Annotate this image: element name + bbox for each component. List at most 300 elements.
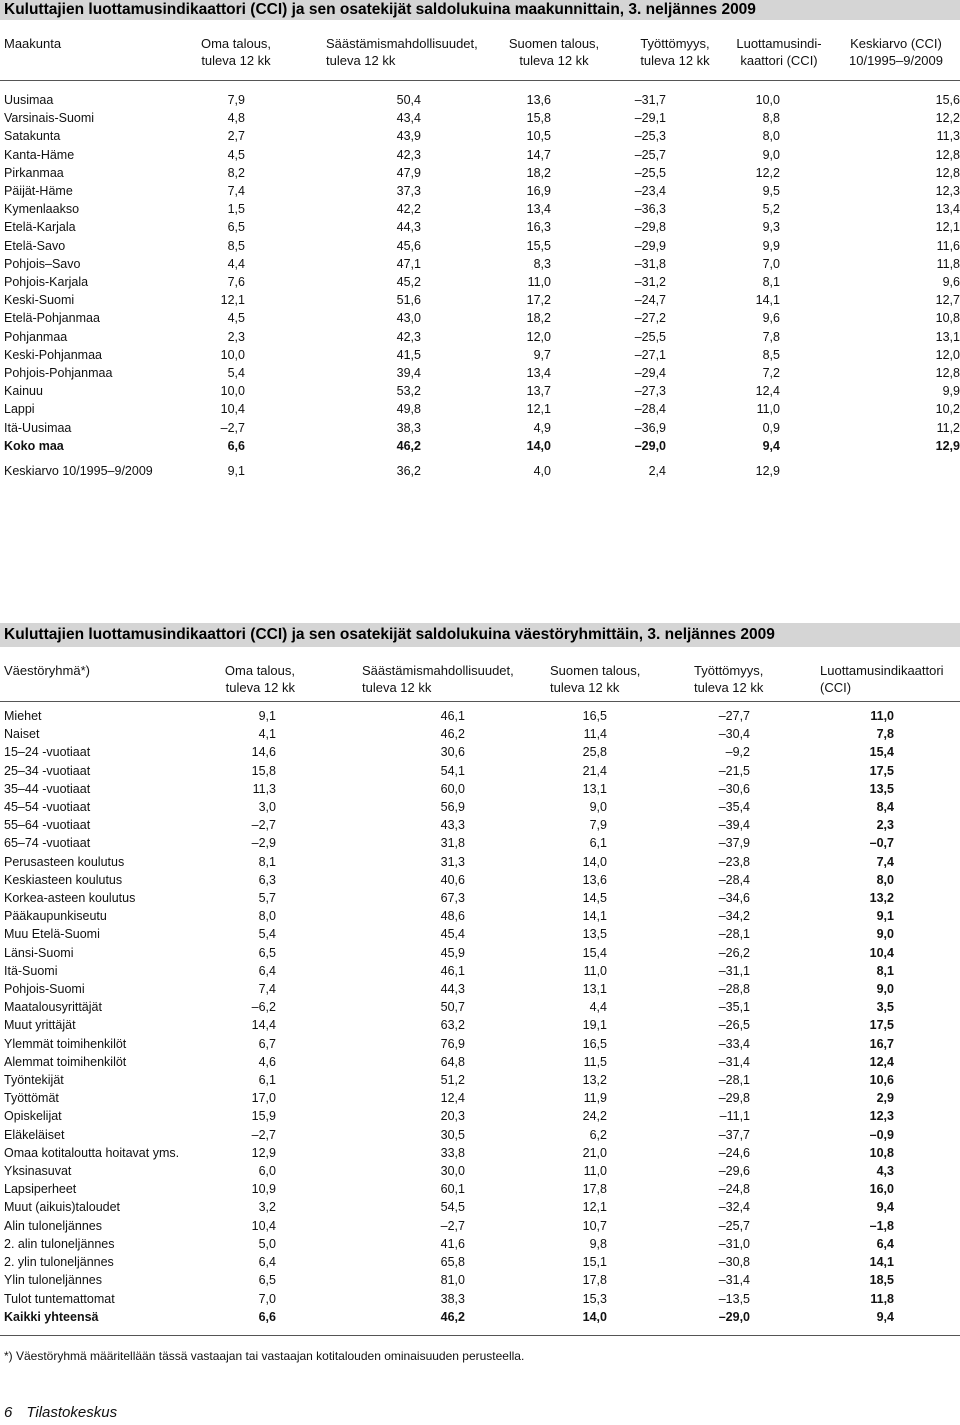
value-cell: 43,0 [396, 311, 421, 326]
table-row [0, 707, 960, 725]
value-cell: 7,0 [258, 1291, 276, 1306]
value-cell: 41,6 [440, 1236, 465, 1251]
table-row [0, 1271, 960, 1289]
table1-title: Kuluttajien luottamusindikaattori (CCI) ja sen osatekijät saldolukuina maakunnittain, 3. neljännes 2009 [0, 0, 960, 20]
value-cell: –35,1 [718, 1000, 750, 1015]
value-cell: 7,2 [762, 366, 780, 381]
value-cell: 7,6 [227, 275, 245, 290]
value-cell: 17,2 [526, 293, 551, 308]
value-cell: 7,9 [227, 93, 245, 107]
value-cell: 30,5 [440, 1127, 465, 1142]
value-cell: 10,8 [935, 311, 960, 326]
value-cell: 13,4 [526, 366, 551, 381]
table-row [0, 743, 960, 761]
value-cell: 15,4 [582, 945, 607, 960]
value-cell: 42,3 [396, 147, 421, 162]
value-cell: –27,1 [634, 347, 666, 362]
t2-body [0, 707, 960, 1326]
value-cell: 7,9 [589, 818, 607, 833]
value-cell: 11,0 [583, 1164, 607, 1179]
value-cell: –34,2 [718, 909, 750, 924]
value-cell: 46,2 [440, 1309, 465, 1324]
table-row [0, 962, 960, 980]
value-cell: –23,4 [634, 184, 666, 199]
cci-cell: 11,8 [870, 1291, 894, 1306]
t1-header-own-finance: Oma talous, tuleva 12 kk [200, 36, 272, 68]
value-cell: 81,0 [440, 1273, 465, 1288]
value-cell: 6,5 [258, 1273, 276, 1288]
table-row [0, 146, 960, 164]
value-cell: 11,0 [756, 402, 780, 417]
table-row [0, 907, 960, 925]
t2-header-savings: Säästämismahdollisuudet, tuleva 12 kk [362, 663, 514, 695]
value-cell: –29,6 [718, 1164, 750, 1179]
row-label: Perusasteen koulutus [4, 854, 125, 869]
value-cell: –28,8 [718, 982, 750, 997]
value-cell: –27,7 [718, 709, 750, 723]
footnote: *) Väestöryhmä määritellään tässä vastaajan tai vastaajan kotitalouden ominaisuuden perusteella. [4, 1349, 525, 1363]
cci-cell: 12,4 [869, 1054, 894, 1069]
value-cell: –31,4 [718, 1054, 750, 1069]
cci-cell: 3,5 [876, 1000, 894, 1015]
value-cell: 6,5 [227, 220, 245, 235]
value-cell: 5,4 [258, 927, 276, 942]
value-cell: 37,3 [396, 184, 421, 199]
row-label: Pohjois–Savo [4, 256, 81, 271]
row-label: Muut yrittäjät [4, 1018, 76, 1033]
value-cell: –29,1 [634, 111, 666, 126]
cci-cell: 8,0 [876, 872, 894, 887]
row-label: Kymenlaakso [4, 202, 80, 217]
table-row [0, 834, 960, 852]
value-cell: 25,8 [582, 745, 607, 760]
value-cell: 47,9 [396, 165, 421, 180]
value-cell: –24,6 [718, 1145, 750, 1160]
cci-cell: 16,0 [869, 1182, 894, 1197]
value-cell: 6,0 [258, 1164, 276, 1179]
value-cell: –30,4 [718, 727, 750, 742]
table-row [0, 889, 960, 907]
value-cell: 39,4 [396, 366, 421, 381]
value-cell: 5,0 [258, 1236, 276, 1251]
value-cell: 31,3 [440, 854, 465, 869]
value-cell: –28,1 [718, 927, 750, 942]
value-cell: 3,2 [258, 1200, 276, 1215]
value-cell: 7,4 [227, 184, 245, 199]
value-cell: 44,3 [396, 220, 421, 235]
row-label: 45–54 -vuotiaat [4, 800, 91, 815]
row-label: Kaikki yhteensä [4, 1309, 99, 1324]
value-cell: 17,8 [582, 1273, 607, 1288]
cci-cell: 16,7 [869, 1036, 894, 1051]
table2-title: Kuluttajien luottamusindikaattori (CCI) ja sen osatekijät saldolukuina väestöryhmittäin, 3. neljännes 2009 [0, 623, 960, 647]
row-label: Yksinasuvat [4, 1164, 72, 1179]
value-cell: 63,2 [440, 1018, 465, 1033]
cci-cell: 17,5 [869, 763, 894, 778]
total-row [0, 1308, 960, 1326]
row-label: Pohjois-Karjala [4, 275, 89, 290]
page-footer [4, 1404, 131, 1421]
t1-header-finland-economy: Suomen talous, tuleva 12 kk [508, 36, 600, 68]
value-cell: 11,3 [252, 781, 276, 796]
row-label: Naiset [4, 727, 40, 742]
table-row [0, 871, 960, 889]
row-label: Keskiarvo 10/1995–9/2009 [4, 464, 153, 479]
cci-cell: –0,9 [869, 1127, 894, 1142]
row-label: Työntekijät [4, 1073, 64, 1088]
cci-cell: 10,4 [869, 945, 894, 960]
t2-header-unemployment: Työttömyys, tuleva 12 kk [694, 663, 764, 695]
value-cell: 41,5 [396, 347, 421, 362]
table-row [0, 944, 960, 962]
row-label: Pohjanmaa [4, 329, 68, 344]
value-cell: –29,4 [634, 366, 666, 381]
t2-header-own-finance: Oma talous, tuleva 12 kk [224, 663, 295, 695]
table-row [0, 998, 960, 1016]
value-cell: 9,3 [762, 220, 780, 235]
row-label: Kanta-Häme [4, 147, 75, 162]
value-cell: 14,7 [526, 147, 551, 162]
row-label: Muut (aikuis)taloudet [4, 1200, 121, 1215]
table-row [0, 1144, 960, 1162]
value-cell: 10,0 [220, 347, 245, 362]
value-cell: 13,4 [935, 202, 960, 217]
value-cell: 51,2 [440, 1073, 465, 1088]
table-row [0, 1253, 960, 1271]
value-cell: 10,2 [935, 402, 960, 417]
value-cell: 6,1 [258, 1073, 276, 1088]
value-cell: 11,3 [936, 129, 960, 144]
value-cell: 11,4 [583, 727, 607, 742]
table-row [0, 364, 960, 382]
row-label: 15–24 -vuotiaat [4, 745, 91, 760]
value-cell: 11,0 [527, 275, 551, 290]
page-number: 6 [4, 1404, 13, 1421]
value-cell: 14,6 [251, 745, 276, 760]
cci-cell: 11,0 [870, 709, 894, 723]
value-cell: 49,8 [396, 402, 421, 417]
value-cell: 53,2 [396, 384, 421, 399]
value-cell: 10,4 [220, 402, 245, 417]
value-cell: 10,7 [582, 1218, 607, 1233]
row-label: Lapsiperheet [4, 1182, 77, 1197]
footnote-rule [0, 1335, 960, 1336]
row-label: Alin tuloneljännes [4, 1218, 102, 1233]
value-cell: 15,3 [582, 1291, 607, 1306]
value-cell: 12,9 [755, 464, 780, 479]
row-label: Etelä-Karjala [4, 220, 76, 235]
value-cell: –37,7 [718, 1127, 750, 1142]
value-cell: 6,2 [589, 1127, 607, 1142]
table-row [0, 237, 960, 255]
total-row [0, 437, 960, 455]
value-cell: 76,9 [440, 1036, 465, 1051]
cci-cell: 10,8 [869, 1145, 894, 1160]
row-label: Maatalousyrittäjät [4, 1000, 102, 1015]
t1-header-savings: Säästämismahdollisuudet, tuleva 12 kk [326, 36, 478, 68]
value-cell: 4,1 [258, 727, 276, 742]
value-cell: 2,3 [227, 329, 245, 344]
publisher: Tilastokeskus [26, 1404, 118, 1421]
value-cell: 45,4 [440, 927, 465, 942]
value-cell: –31,2 [634, 275, 666, 290]
value-cell: 13,6 [526, 93, 551, 107]
value-cell: 38,3 [396, 420, 421, 435]
t1-header-unemployment: Työttömyys, tuleva 12 kk [640, 36, 710, 68]
value-cell: 16,5 [582, 1036, 607, 1051]
value-cell: –24,8 [718, 1182, 750, 1197]
value-cell [780, 462, 960, 480]
regional-cci-table [0, 91, 960, 480]
value-cell: –28,4 [634, 402, 666, 417]
value-cell: 7,0 [762, 256, 780, 271]
value-cell: –35,4 [718, 800, 750, 815]
table-row [0, 925, 960, 943]
value-cell: –13,5 [718, 1291, 750, 1306]
table-row [0, 1035, 960, 1053]
value-cell: 8,8 [762, 111, 780, 126]
value-cell: 5,7 [258, 891, 276, 906]
value-cell: 8,3 [533, 256, 551, 271]
row-label: Varsinais-Suomi [4, 111, 95, 126]
row-label: Pirkanmaa [4, 165, 64, 180]
t1-header-rule [0, 80, 960, 81]
value-cell: –11,1 [719, 1109, 750, 1124]
cci-cell: 13,2 [869, 891, 894, 906]
table-row [0, 382, 960, 400]
table-row [0, 255, 960, 273]
value-cell: 46,1 [440, 963, 465, 978]
row-label: Länsi-Suomi [4, 945, 74, 960]
cci-cell: 8,4 [876, 800, 894, 815]
row-label: Korkea-asteen koulutus [4, 891, 136, 906]
value-cell: 6,6 [227, 438, 245, 453]
cci-cell: 12,3 [869, 1109, 894, 1124]
value-cell: 15,5 [526, 238, 551, 253]
cci-cell: 8,1 [876, 963, 894, 978]
cci-cell: 2,9 [876, 1091, 894, 1106]
table-row [0, 762, 960, 780]
value-cell: 12,2 [935, 111, 960, 126]
value-cell: –32,4 [718, 1200, 750, 1215]
row-label: 55–64 -vuotiaat [4, 818, 91, 833]
value-cell: 21,0 [582, 1145, 607, 1160]
value-cell: 7,4 [258, 982, 276, 997]
table-row [0, 725, 960, 743]
table-row [0, 109, 960, 127]
value-cell: 10,0 [220, 384, 245, 399]
value-cell: 42,3 [396, 329, 421, 344]
value-cell: –25,7 [718, 1218, 750, 1233]
value-cell: 18,2 [526, 165, 551, 180]
value-cell: 8,0 [762, 129, 780, 144]
row-label: Opiskelijat [4, 1109, 62, 1124]
row-label: Koko maa [4, 438, 64, 453]
row-label: Lappi [4, 402, 35, 417]
value-cell: –36,3 [634, 202, 666, 217]
row-label: Miehet [4, 709, 42, 723]
value-cell: 17,8 [582, 1182, 607, 1197]
spacer-row [0, 455, 960, 462]
row-label: Kainuu [4, 384, 43, 399]
value-cell: 13,1 [935, 329, 960, 344]
table-row [0, 1089, 960, 1107]
value-cell: 2,4 [648, 464, 666, 479]
value-cell: –36,9 [634, 420, 666, 435]
value-cell: 11,8 [936, 256, 960, 271]
row-label: Muu Etelä-Suomi [4, 927, 100, 942]
table-row [0, 182, 960, 200]
value-cell: 9,8 [589, 1236, 607, 1251]
value-cell: 46,2 [440, 727, 465, 742]
value-cell: 14,0 [582, 1309, 607, 1324]
value-cell: 6,7 [258, 1036, 276, 1051]
value-cell: –26,5 [718, 1018, 750, 1033]
value-cell: 16,5 [582, 709, 607, 723]
row-label: Alemmat toimihenkilöt [4, 1054, 127, 1069]
value-cell: 31,8 [440, 836, 465, 851]
value-cell: 11,9 [583, 1091, 607, 1106]
row-label: 25–34 -vuotiaat [4, 763, 91, 778]
cci-cell: 9,0 [876, 982, 894, 997]
population-group-cci-table [0, 707, 960, 1326]
cci-cell: 9,1 [876, 909, 894, 924]
value-cell: 8,2 [227, 165, 245, 180]
value-cell: 4,5 [227, 147, 245, 162]
value-cell: 12,0 [526, 329, 551, 344]
value-cell: 9,5 [762, 184, 780, 199]
value-cell: 12,8 [935, 366, 960, 381]
value-cell: –6,2 [251, 1000, 276, 1015]
table-row [0, 780, 960, 798]
table-row [0, 218, 960, 236]
table-row [0, 1016, 960, 1034]
table-row [0, 1198, 960, 1216]
value-cell: 10,9 [251, 1182, 276, 1197]
value-cell: 4,6 [258, 1054, 276, 1069]
value-cell: –30,8 [718, 1255, 750, 1270]
value-cell: –21,5 [718, 763, 750, 778]
value-cell: 15,9 [251, 1109, 276, 1124]
value-cell: 12,8 [935, 165, 960, 180]
value-cell: 6,4 [258, 1255, 276, 1270]
value-cell: 9,4 [762, 438, 780, 453]
table-row [0, 273, 960, 291]
row-label: Omaa kotitaloutta hoitavat yms. [4, 1145, 180, 1160]
value-cell: 6,5 [258, 945, 276, 960]
value-cell: 50,7 [440, 1000, 465, 1015]
row-label: Satakunta [4, 129, 61, 144]
value-cell: 15,8 [251, 763, 276, 778]
row-label: 2. alin tuloneljännes [4, 1236, 115, 1251]
row-label: Ylemmät toimihenkilöt [4, 1036, 127, 1051]
value-cell: 12,8 [935, 147, 960, 162]
value-cell: 15,1 [582, 1255, 607, 1270]
row-label: Itä-Uusimaa [4, 420, 72, 435]
value-cell: –31,0 [718, 1236, 750, 1251]
value-cell: 11,2 [936, 420, 960, 435]
value-cell: 5,2 [762, 202, 780, 217]
value-cell: 8,0 [258, 909, 276, 924]
value-cell: 6,1 [589, 836, 607, 851]
cci-cell: 10,6 [869, 1073, 894, 1088]
value-cell: 65,8 [440, 1255, 465, 1270]
row-label: Keskiasteen koulutus [4, 872, 123, 887]
cci-cell: 18,5 [869, 1273, 894, 1288]
cci-cell: 15,4 [869, 745, 894, 760]
value-cell: 15,8 [526, 111, 551, 126]
value-cell: 10,4 [251, 1218, 276, 1233]
table-row [0, 980, 960, 998]
value-cell: 9,9 [762, 238, 780, 253]
value-cell: 13,2 [582, 1073, 607, 1088]
value-cell: –2,7 [440, 1218, 465, 1233]
cci-cell: 14,1 [869, 1255, 894, 1270]
value-cell: –29,9 [634, 238, 666, 253]
value-cell: –9,2 [725, 745, 750, 760]
value-cell: 6,3 [258, 872, 276, 887]
cci-cell: 9,4 [876, 1200, 894, 1215]
value-cell: 4,0 [533, 464, 551, 479]
value-cell: –29,0 [718, 1309, 750, 1324]
value-cell: 48,6 [440, 909, 465, 924]
cci-cell: –1,8 [869, 1218, 894, 1233]
value-cell: 13,7 [526, 384, 551, 399]
value-cell: 12,7 [935, 293, 960, 308]
value-cell: 5,4 [227, 366, 245, 381]
value-cell: 1,5 [227, 202, 245, 217]
value-cell: 14,1 [755, 293, 780, 308]
value-cell: –24,7 [634, 293, 666, 308]
table-row [0, 1180, 960, 1198]
value-cell: –25,3 [634, 129, 666, 144]
t1-body [0, 91, 960, 480]
cci-cell: 2,3 [876, 818, 894, 833]
value-cell: 19,1 [582, 1018, 607, 1033]
value-cell: 9,6 [942, 275, 960, 290]
value-cell: 16,3 [526, 220, 551, 235]
value-cell: 17,0 [251, 1091, 276, 1106]
value-cell: –31,4 [718, 1273, 750, 1288]
row-label: 35–44 -vuotiaat [4, 781, 91, 796]
row-label: Työttömät [4, 1091, 59, 1106]
value-cell: –25,5 [634, 165, 666, 180]
table-row [0, 419, 960, 437]
value-cell: 54,5 [440, 1200, 465, 1215]
table-row [0, 400, 960, 418]
value-cell: 51,6 [396, 293, 421, 308]
t2-header-finland-economy: Suomen talous, tuleva 12 kk [550, 663, 641, 695]
value-cell: 20,3 [440, 1109, 465, 1124]
value-cell: –28,4 [718, 872, 750, 887]
value-cell: 16,9 [526, 184, 551, 199]
value-cell: 10,0 [755, 93, 780, 107]
value-cell: 54,1 [440, 763, 465, 778]
table-row [0, 1107, 960, 1125]
value-cell: 30,0 [440, 1164, 465, 1179]
value-cell: 14,5 [582, 891, 607, 906]
value-cell: 9,1 [227, 464, 245, 479]
table-row [0, 1290, 960, 1308]
cci-cell: 9,4 [876, 1309, 894, 1324]
value-cell: –31,1 [718, 963, 750, 978]
value-cell: 14,0 [582, 854, 607, 869]
value-cell: 14,1 [582, 909, 607, 924]
value-cell: –2,9 [251, 836, 276, 851]
value-cell: 12,1 [582, 1200, 607, 1215]
value-cell: 13,4 [526, 202, 551, 217]
value-cell: –31,7 [634, 93, 666, 107]
